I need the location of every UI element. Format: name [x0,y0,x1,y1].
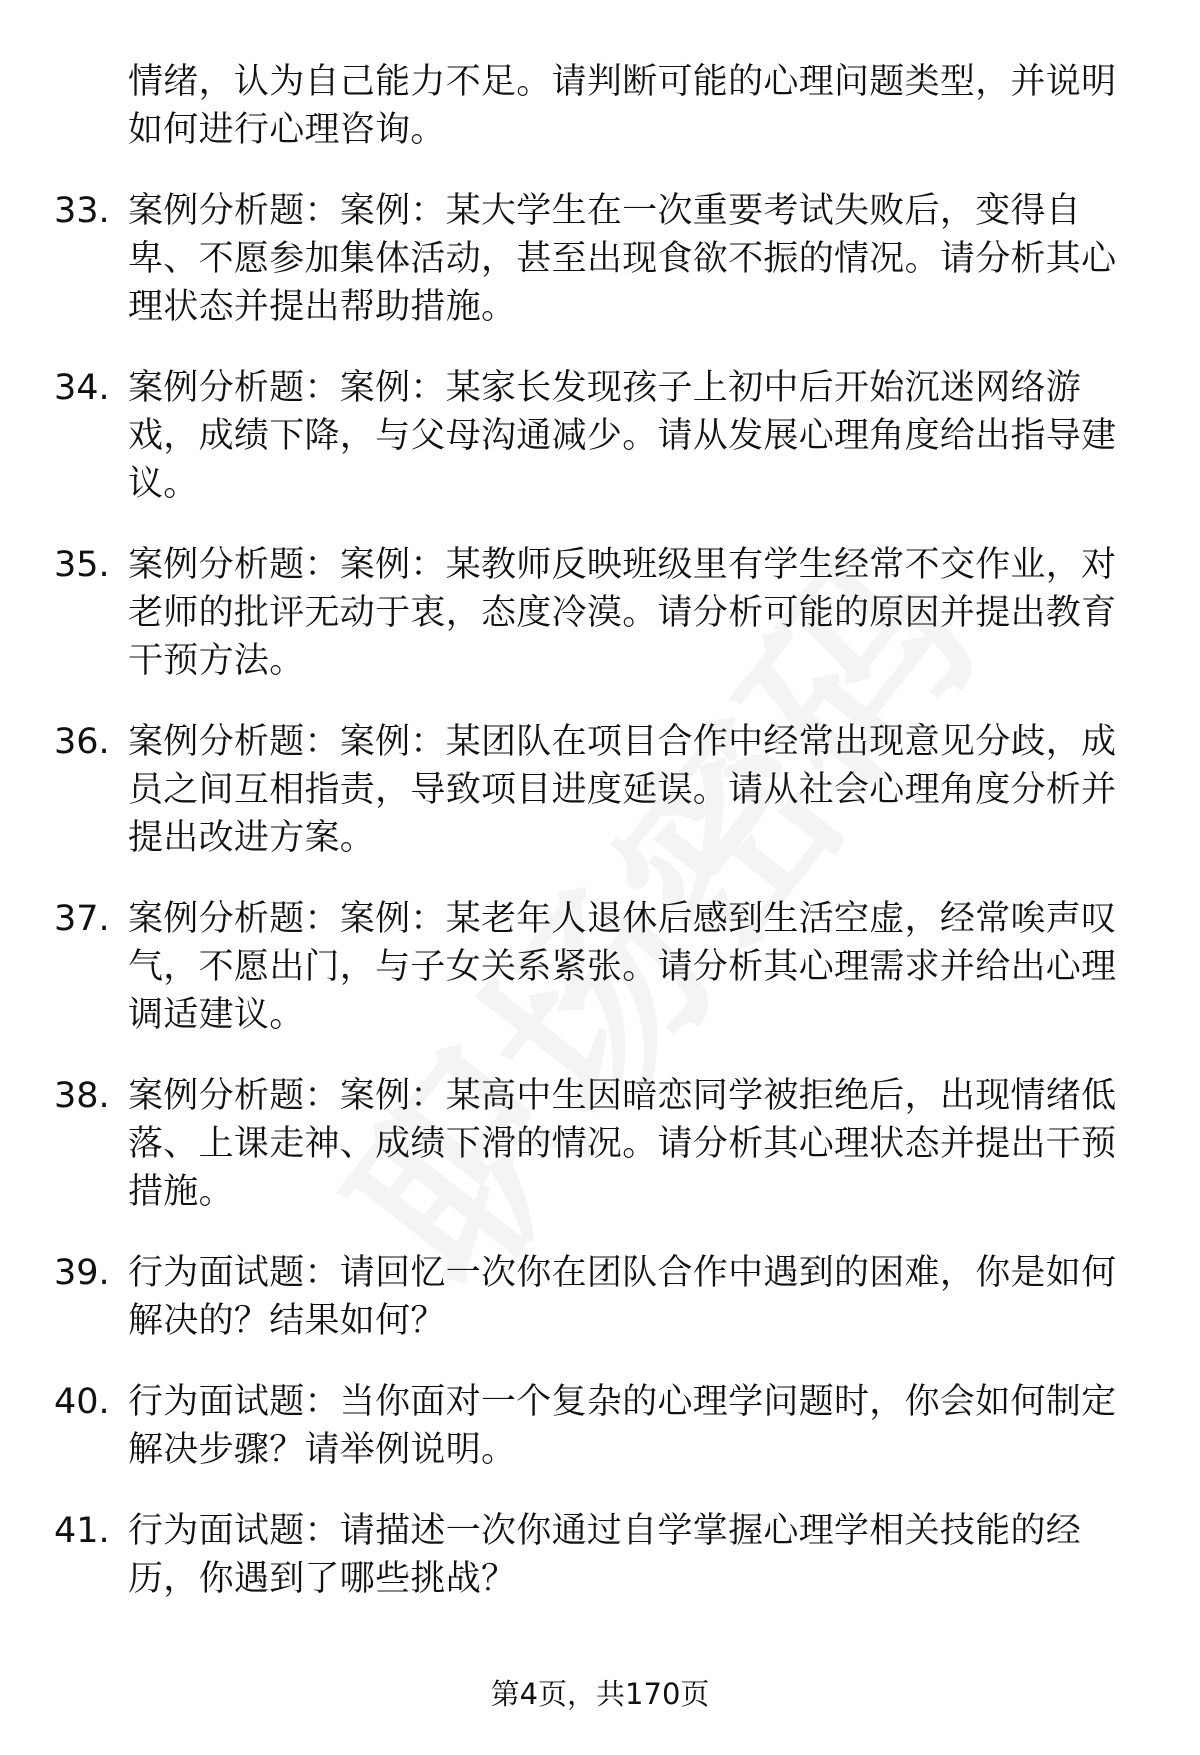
question-text-line: 案例分析题：案例：某老年人退休后感到生活空虚，经常唉声叹 [128,899,1117,939]
question-text-line: 案例分析题：案例：某高中生因暗恋同学被拒绝后，出现情绪低 [128,1076,1117,1116]
question-text-line: 解决步骤？请举例说明。 [128,1430,517,1470]
question-text-line: 行为面试题：请描述一次你通过自学掌握心理学相关技能的经 [128,1511,1082,1551]
question-number: 36. [54,722,110,762]
question-number: 38. [54,1076,110,1116]
question-item [0,718,1200,862]
question-text-line: 戏，成绩下降，与父母沟通减少。请从发展心理角度给出指导建 [128,416,1117,456]
question-text-line: 措施。 [128,1172,234,1212]
question-number: 39. [54,1253,110,1293]
question-item [0,541,1200,685]
question-text-line: 气，不愿出门，与子女关系紧张。请分析其心理需求并给出心理 [128,947,1117,987]
question-number: 41. [54,1511,110,1551]
question-text-line: 案例分析题：案例：某家长发现孩子上初中后开始沉迷网络游 [128,368,1082,408]
question-text-line: 员之间互相指责，导致项目进度延误。请从社会心理角度分析并 [128,770,1117,810]
question-item [0,1072,1200,1216]
question-item [0,58,1200,154]
question-item [0,187,1200,331]
question-text-line: 案例分析题：案例：某教师反映班级里有学生经常不交作业，对 [128,545,1117,585]
question-number: 35. [54,545,110,585]
question-item [0,364,1200,508]
question-list [0,58,1200,1636]
question-number: 34. [54,368,110,408]
question-text-line: 老师的批评无动于衷，态度冷漠。请分析可能的原因并提出教育 [128,593,1117,633]
question-number: 37. [54,899,110,939]
question-item [0,1249,1200,1345]
question-text-line: 情绪，认为自己能力不足。请判断可能的心理问题类型，并说明 [128,62,1117,102]
question-text-line: 行为面试题：当你面对一个复杂的心理学问题时，你会如何制定 [128,1382,1117,1422]
question-text-line: 卑、不愿参加集体活动，甚至出现食欲不振的情况。请分析其心 [128,239,1117,279]
question-text-line: 历，你遇到了哪些挑战？ [128,1559,517,1599]
question-number: 33. [54,191,110,231]
question-text-line: 提出改进方案。 [128,818,376,858]
question-text-line: 议。 [128,464,199,504]
question-text-line: 案例分析题：案例：某大学生在一次重要考试失败后，变得自 [128,191,1082,231]
question-text-line: 行为面试题：请回忆一次你在团队合作中遇到的困难，你是如何 [128,1253,1117,1293]
question-text-line: 解决的？结果如何？ [128,1301,446,1341]
question-text-line: 调适建议。 [128,995,305,1035]
question-item [0,1378,1200,1474]
question-text-line: 案例分析题：案例：某团队在项目合作中经常出现意见分歧，成 [128,722,1117,762]
question-text-line: 理状态并提出帮助措施。 [128,287,517,327]
question-item [0,895,1200,1039]
question-text-line: 干预方法。 [128,641,305,681]
question-text-line: 如何进行心理咨询。 [128,110,446,150]
question-number: 40. [54,1382,110,1422]
page-number: 第4页，共170页 [490,1677,710,1711]
question-item [0,1507,1200,1603]
question-text-line: 落、上课走神、成绩下滑的情况。请分析其心理状态并提出干预 [128,1124,1117,1164]
